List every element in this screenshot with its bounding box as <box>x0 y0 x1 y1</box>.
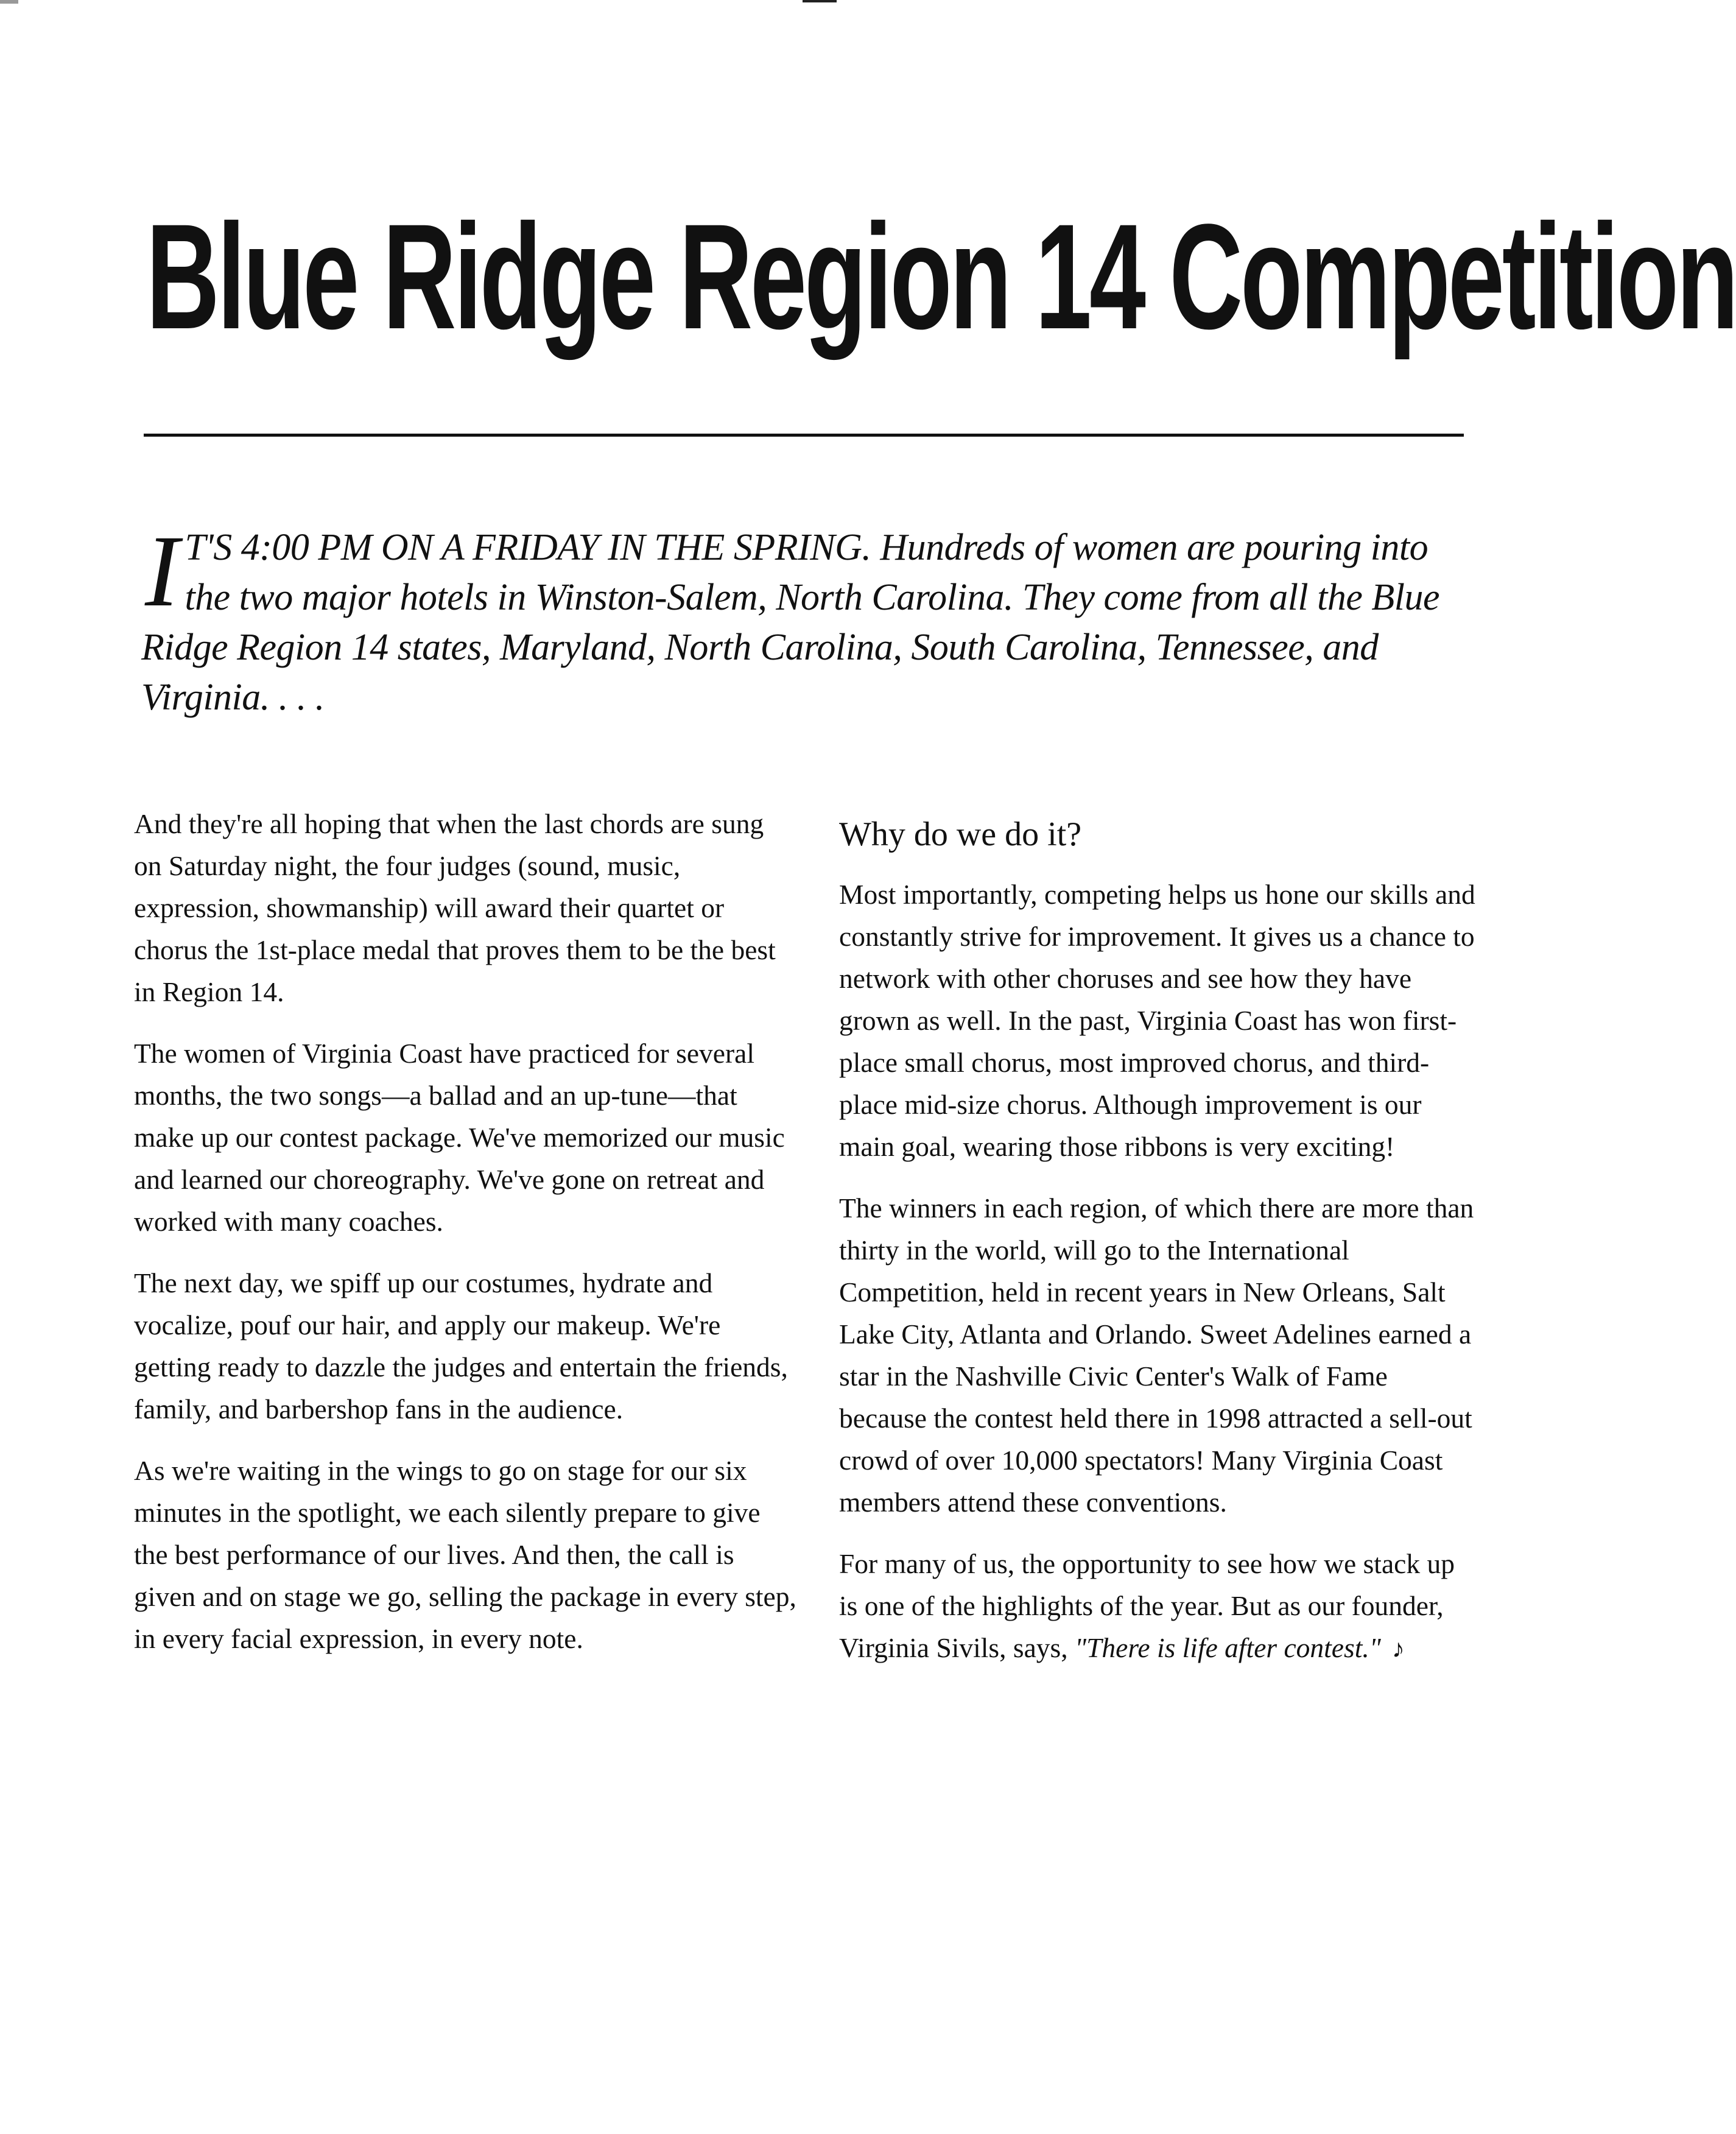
page-title: Blue Ridge Region 14 Competition <box>146 193 1736 361</box>
body-paragraph: The next day, we spiff up our costumes, hydrate and vocalize, pouf our hair, and apply our makeup. We're getting ready to dazzle the judges and entertain the friends, family, and barbershop fans in the audience. <box>134 1267 788 1424</box>
closing-paragraph <box>839 1543 1478 1671</box>
section-heading: Why do we do it? <box>839 815 1082 853</box>
body-paragraph: And they're all hoping that when the last chords are sung on Saturday night, the four judges (sound, music, expression, showmanship) will award their quartet or chorus the 1st-place medal that proves them to be the best in Region 14. <box>134 808 776 1007</box>
top-edge-mark <box>803 0 837 2</box>
body-paragraph: Most importantly, competing helps us hone our skills and constantly strive for improvement. It gives us a chance to network with other choruses and see how they have grown as well. In the past, Virginia Coast has won first-place small chorus, most improved chorus, and third-place mid-size chorus. Although improvement is our main goal, wearing those ribbons is very exciting! <box>839 879 1475 1162</box>
left-column <box>134 803 798 1679</box>
founder-quote: "There is life after contest." <box>1075 1632 1381 1663</box>
right-column <box>839 803 1478 1690</box>
music-note-icon: ♪ <box>1391 1635 1405 1663</box>
body-paragraph: The women of Virginia Coast have practiced for several months, the two songs—a ballad and an up-tune—that make up our contest package. We've memorized our music and learned our choreography. We've gone on retreat and worked with many coaches. <box>134 1038 785 1237</box>
drop-cap: I <box>145 515 179 628</box>
intro-paragraph <box>141 515 1469 722</box>
closing-text: For many of us, the opportunity to see how we stack up is one of the highlights of the year. But as our founder, Virginia Sivils, says, <box>839 1548 1455 1663</box>
body-paragraph: As we're waiting in the wings to go on stage for our six minutes in the spotlight, we each silently prepare to give the best performance of our lives. And then, the call is given and on stage we go, selling the package in every step, in every facial expression, in every note. <box>134 1455 796 1654</box>
scan-mark <box>0 0 18 4</box>
title-divider <box>144 434 1464 437</box>
body-paragraph: The winners in each region, of which there are more than thirty in the world, will go to the International Competition, held in recent years in New Orleans, Salt Lake City, Atlanta and Orlando. Sweet Adelines earned a star in the Nashville Civic Center's Walk of Fame because the contest held there in 1998 attracted a sell-out crowd of over 10,000 spectators! Many Virginia Coast members attend these conventions. <box>839 1192 1474 1518</box>
intro-text: T'S 4:00 PM ON A FRIDAY IN THE SPRING. Hundreds of women are pouring into the two major hotels in Winston-Salem, North Carolina. They come from all the Blue Ridge Region 14 states, Maryland, North Carolina, South Carolina, Tennessee, and Virginia. . . . <box>141 527 1440 718</box>
